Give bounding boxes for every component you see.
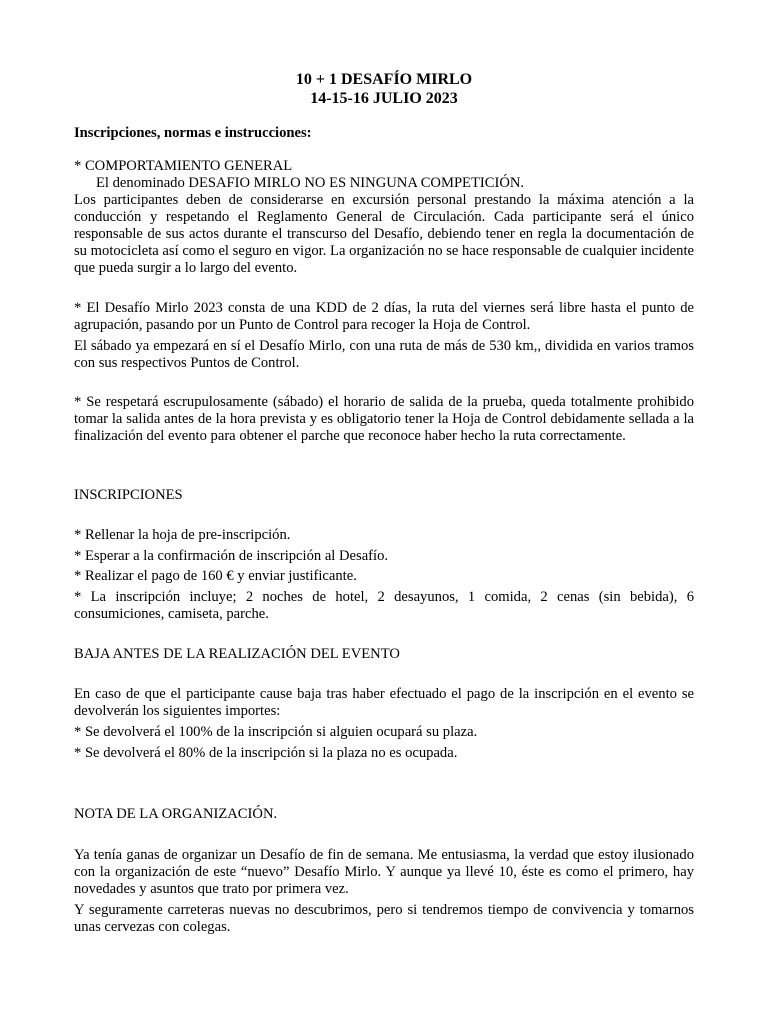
comportamiento-heading: * COMPORTAMIENTO GENERAL: [74, 158, 293, 174]
kdd-paragraph-2: El sábado ya empezará en sí el Desafío Mirlo, con una ruta de más de 530 km,, dividida en varios tramos con sus respectivos Puntos de Control.: [74, 338, 694, 371]
baja-item: * Se devolverá el 100% de la inscripción si alguien ocupará su plaza.: [74, 724, 478, 740]
document-title: 10 + 1 DESAFÍO MIRLO: [295, 71, 473, 88]
comportamiento-lead: El denominado DESAFIO MIRLO NO ES NINGUNA COMPETICIÓN.: [96, 175, 525, 191]
baja-item: * Se devolverá el 80% de la inscripción si la plaza no es ocupada.: [74, 745, 458, 761]
nota-paragraph-1: Ya tenía ganas de organizar un Desafío de fin de semana. Me entusiasma, la verdad que estoy ilusionado con la organización de este “nuevo” Desafío Mirlo. Y aunque ya llevé 10, éste es como el primero, hay novedades y asuntos que trato por primera vez.: [74, 847, 694, 897]
inscripciones-item: * Rellenar la hoja de pre-inscripción.: [74, 527, 291, 543]
nota-paragraph-2: Y seguramente carreteras nuevas no descubrimos, pero si tendremos tiempo de convivencia y tomarnos unas cervezas con colegas.: [74, 902, 694, 935]
inscripciones-item: * Esperar a la confirmación de inscripción al Desafío.: [74, 548, 389, 564]
kdd-paragraph-1: * El Desafío Mirlo 2023 consta de una KDD de 2 días, la ruta del viernes será libre hasta el punto de agrupación, pasando por un Punto de Control para recoger la Hoja de Control.: [74, 300, 694, 333]
nota-heading: NOTA DE LA ORGANIZACIÓN.: [74, 806, 278, 822]
inscripciones-heading: INSCRIPCIONES: [74, 487, 183, 503]
salida-paragraph: * Se respetará escrupulosamente (sábado) el horario de salida de la prueba, queda totalmente prohibido tomar la salida antes de la hora prevista y es obligatorio tener la Hoja de Control debidamente sellada a la finalización del evento para obtener el parche que reconoce haber hecho la ruta correctamente.: [74, 394, 694, 444]
inscripciones-item: * Realizar el pago de 160 € y enviar justificante.: [74, 568, 357, 584]
inscripciones-item: * La inscripción incluye; 2 noches de hotel, 2 desayunos, 1 comida, 2 cenas (sin bebida), 6 consumiciones, camiseta, parche.: [74, 589, 694, 622]
intro-heading: Inscripciones, normas e instrucciones:: [74, 125, 312, 141]
baja-intro: En caso de que el participante cause baja tras haber efectuado el pago de la inscripción en el evento se devolverán los siguientes importes:: [74, 686, 694, 719]
comportamiento-body: Los participantes deben de considerarse en excursión personal prestando la máxima atención a la conducción y respetando el Reglamento General de Circulación. Cada participante será el único responsable de sus actos durante el transcurso del Desafío, debiendo tener en regla la documentación de su motocicleta así como el seguro en vigor. La organización no se hace responsable de cualquier incidente que pueda surgir a lo largo del evento.: [74, 192, 694, 276]
baja-heading: BAJA ANTES DE LA REALIZACIÓN DEL EVENTO: [74, 646, 400, 662]
document-dates: 14-15-16 JULIO 2023: [310, 90, 458, 107]
